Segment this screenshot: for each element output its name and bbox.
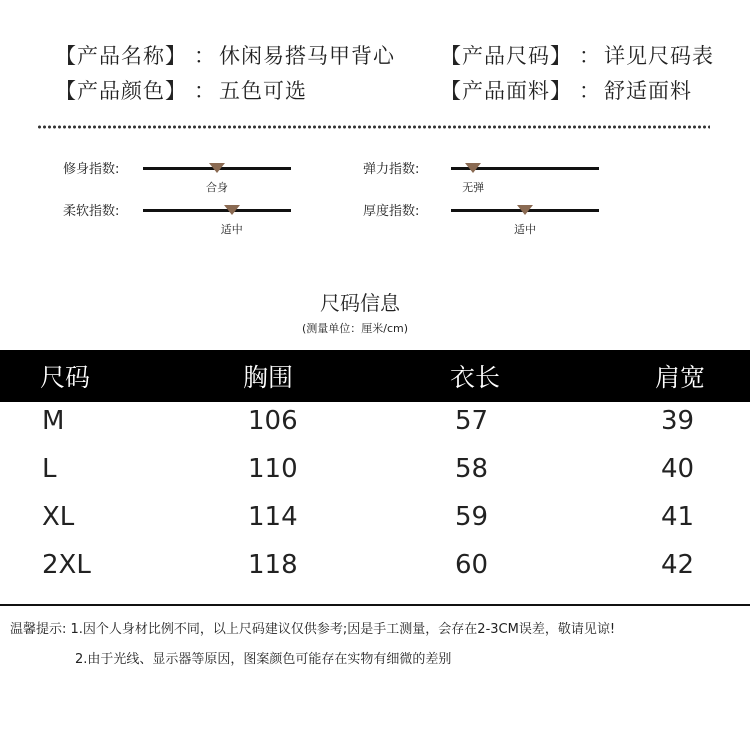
product-name-row (55, 40, 395, 70)
cell-shoulder: 39 (661, 406, 695, 436)
index-label: 修身指数: (63, 162, 120, 177)
dotted-divider (37, 124, 710, 130)
cell-length: 59 (455, 502, 489, 532)
cell-length: 58 (455, 454, 489, 484)
table-row (0, 397, 750, 445)
product-fabric-label: 【产品面料】 (440, 79, 572, 103)
separator: ： (194, 79, 216, 103)
header-shoulder: 肩宽 (655, 363, 706, 392)
cell-chest: 106 (248, 406, 298, 436)
size-table-unit-note: (测量单位：厘米/cm) (301, 322, 409, 335)
product-name-value: 休闲易搭马甲背心 (219, 44, 395, 68)
product-color-label: 【产品颜色】 (55, 79, 187, 103)
index-label: 弹力指数: (363, 162, 420, 177)
separator: ： (194, 44, 216, 68)
product-fabric-row (440, 75, 692, 105)
product-color-value: 五色可选 (219, 79, 307, 103)
product-fabric-value: 舒适面料 (604, 79, 692, 103)
index-softness (63, 200, 293, 236)
product-color-row (55, 75, 307, 105)
cell-chest: 118 (248, 550, 298, 580)
index-value: 合身 (206, 181, 228, 194)
cell-size: M (42, 406, 65, 436)
product-size-value: 详见尺码表 (604, 44, 714, 68)
index-marker (465, 163, 481, 173)
index-value: 无弹 (462, 181, 485, 194)
header-chest: 胸围 (243, 363, 294, 392)
index-marker (209, 163, 225, 173)
index-thickness (363, 200, 603, 236)
index-value: 适中 (220, 223, 243, 236)
header-length: 衣长 (450, 363, 501, 392)
cell-length: 60 (455, 550, 489, 580)
separator: ： (579, 44, 601, 68)
cell-shoulder: 40 (661, 454, 695, 484)
product-name-label: 【产品名称】 (55, 44, 187, 68)
product-size-row (440, 40, 714, 70)
cell-size: 2XL (42, 550, 91, 580)
index-marker (224, 205, 240, 215)
index-elasticity (363, 158, 603, 194)
index-value: 适中 (514, 223, 536, 236)
cell-chest: 110 (248, 454, 298, 484)
index-label: 厚度指数: (363, 204, 420, 219)
size-table-header (0, 350, 750, 402)
cell-length: 57 (455, 406, 489, 436)
cell-size: L (42, 454, 57, 484)
tip-line-1: 温馨提示: 1.因个人身材比例不同，以上尺码建议仅供参考;因是手工测量，会存在2-3CM误差，敬请见谅! (10, 622, 616, 637)
tips-divider (0, 604, 750, 606)
separator: ： (579, 79, 601, 103)
index-marker (517, 205, 533, 215)
cell-shoulder: 41 (661, 502, 695, 532)
cell-size: XL (42, 502, 75, 532)
index-scale-line (143, 209, 291, 212)
index-label: 柔软指数: (63, 204, 120, 219)
tip-line-2: 2.由于光线、显示器等原因，图案颜色可能存在实物有细微的差别 (75, 652, 452, 667)
index-fit (63, 158, 293, 194)
cell-shoulder: 42 (661, 550, 695, 580)
cell-chest: 114 (248, 502, 298, 532)
product-size-label: 【产品尺码】 (440, 44, 572, 68)
table-row (0, 445, 750, 493)
header-size: 尺码 (40, 363, 91, 392)
table-row (0, 493, 750, 541)
table-row (0, 541, 750, 589)
size-table-title: 尺码信息 (320, 291, 400, 315)
